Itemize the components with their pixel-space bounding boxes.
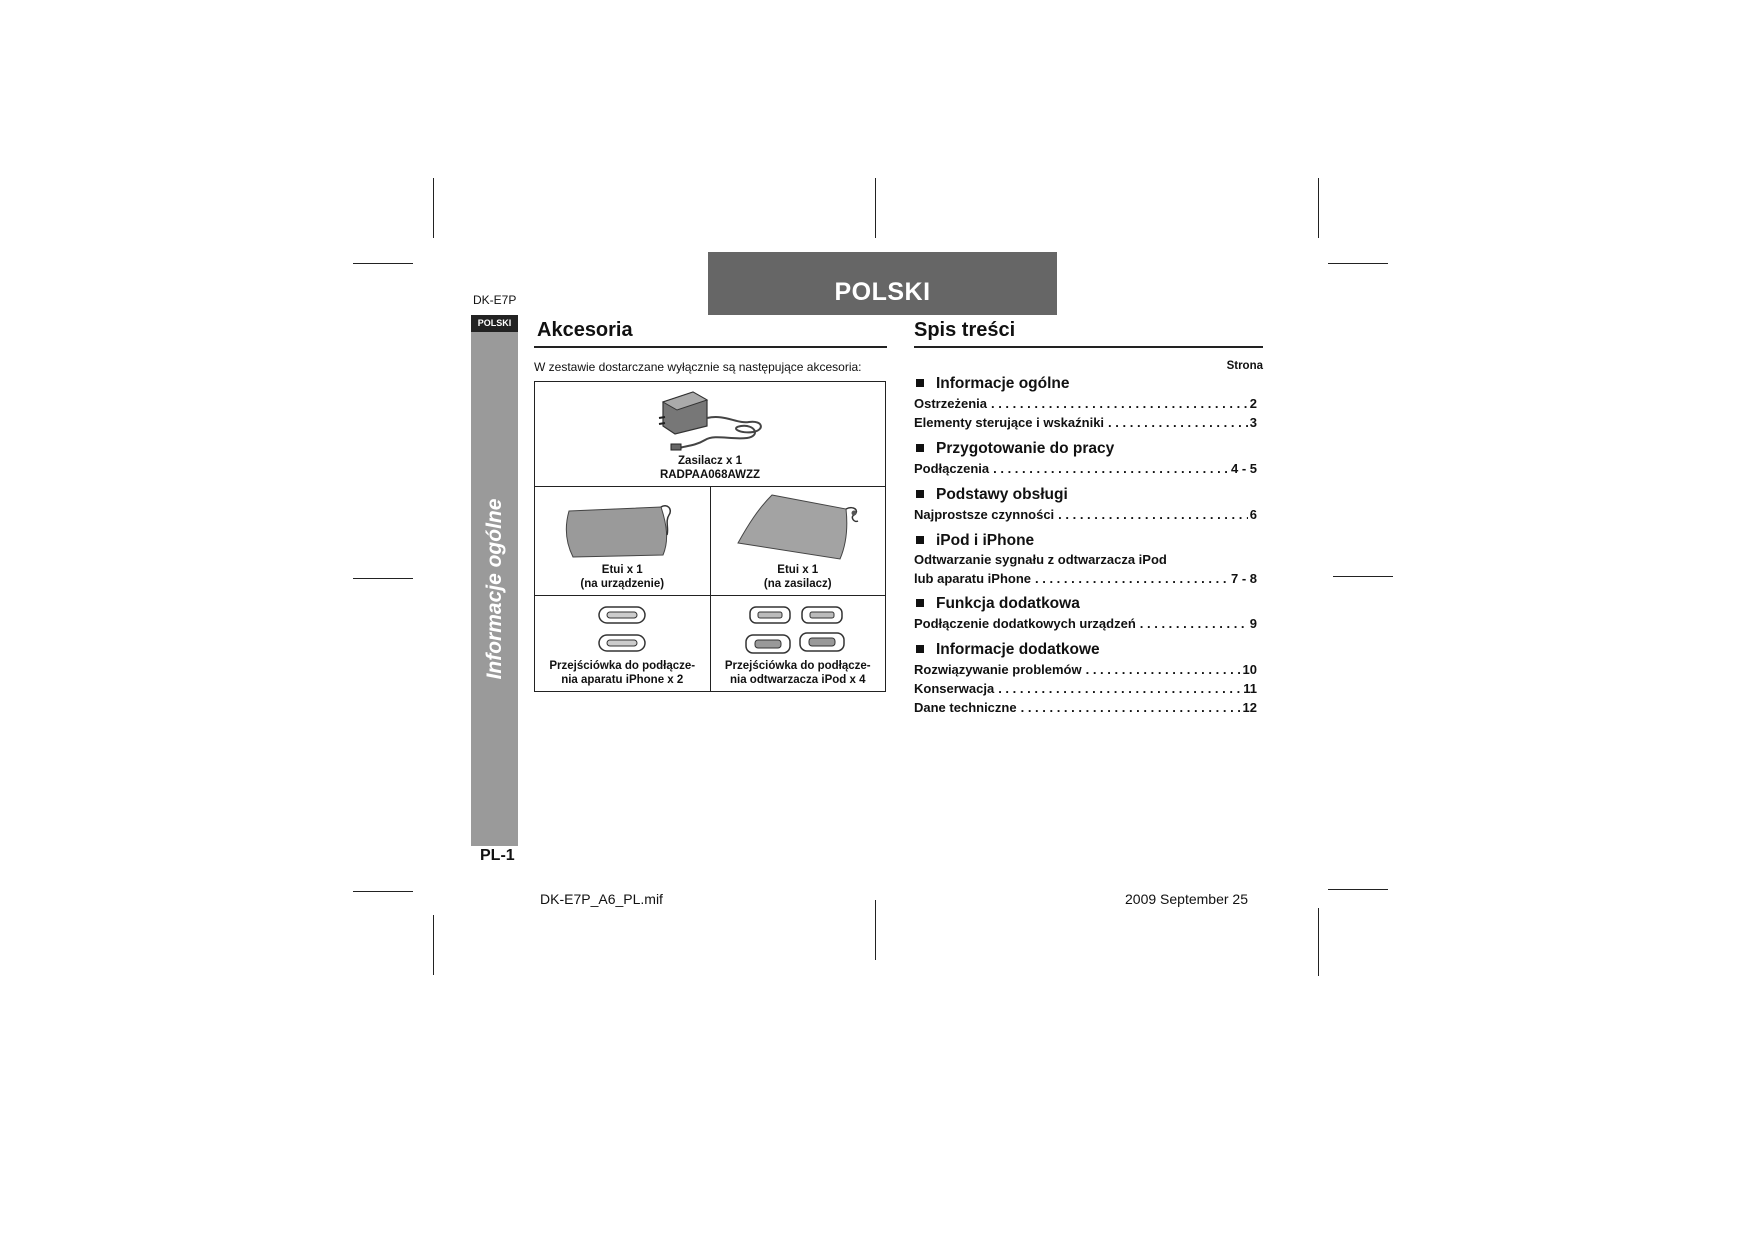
toc-entry: Ostrzeżenia . . . 2 <box>914 394 1263 413</box>
carrying-case-icon <box>557 495 687 563</box>
toc-section <box>914 531 1263 588</box>
toc-section-heading: Informacje dodatkowe <box>914 640 1263 660</box>
adapter-cell <box>535 382 886 487</box>
case-adapter-caption-1: Etui x 1 <box>777 564 819 576</box>
case-adapter-cell <box>710 487 886 596</box>
dock-adapter-icon <box>738 603 858 659</box>
ipod-adapter-caption-2: nia odtwarzacza iPod x 4 <box>730 674 866 686</box>
footer-filename: DK-E7P_A6_PL.mif <box>540 891 663 907</box>
case-unit-caption-2: (na urządzenie) <box>580 578 665 590</box>
iphone-adapter-cell <box>535 596 711 692</box>
crop-mark <box>1328 889 1388 890</box>
toc-entry: Elementy sterujące i wskaźniki . . . 3 <box>914 413 1263 432</box>
toc-section-heading: Informacje ogólne <box>914 374 1263 394</box>
square-bullet-icon <box>916 599 924 607</box>
toc-section <box>914 594 1263 633</box>
toc-entry: Najprostsze czynności . . . 6 <box>914 505 1263 524</box>
iphone-adapter-caption-1: Przejściówka do podłącze- <box>549 660 696 672</box>
ipod-adapter-cell <box>710 596 886 692</box>
toc-entry: Odtwarzanie sygnału z odtwarzacza iPod <box>914 552 1167 567</box>
toc-entry: Podłączenie dodatkowych urządzeń . . . 9 <box>914 614 1263 633</box>
crop-mark <box>875 178 876 238</box>
language-banner: POLSKI <box>708 252 1057 315</box>
crop-mark <box>353 263 413 264</box>
square-bullet-icon <box>916 536 924 544</box>
square-bullet-icon <box>916 379 924 387</box>
toc-entry: Podłączenia . . . 4 - 5 <box>914 459 1263 478</box>
page-column-label: Strona <box>1226 360 1263 372</box>
toc-entry: lub aparatu iPhone . . . 7 - 8 <box>914 569 1263 588</box>
accessories-table <box>534 381 886 692</box>
toc-entry: Dane techniczne . . . 12 <box>914 698 1263 717</box>
toc-section <box>914 439 1263 478</box>
crop-mark <box>1333 576 1393 577</box>
toc-section-heading: Podstawy obsługi <box>914 485 1263 505</box>
case-unit-cell <box>535 487 711 596</box>
iphone-adapter-caption-2: nia aparatu iPhone x 2 <box>561 674 684 686</box>
case-unit-caption-1: Etui x 1 <box>601 564 643 576</box>
language-tag: POLSKI <box>471 315 518 332</box>
page-number: PL-1 <box>480 847 515 864</box>
sidebar-title: Informacje ogólne <box>482 498 506 680</box>
toc-entry: Rozwiązywanie problemów . . . 10 <box>914 660 1263 679</box>
toc-section <box>914 485 1263 524</box>
toc-title: Spis treści <box>914 319 1016 341</box>
crop-mark <box>1318 908 1319 976</box>
square-bullet-icon <box>916 444 924 452</box>
toc-section <box>914 640 1263 717</box>
toc-section <box>914 374 1263 432</box>
crop-mark <box>353 578 413 579</box>
dock-adapter-icon <box>587 603 657 659</box>
crop-mark <box>875 900 876 960</box>
square-bullet-icon <box>916 490 924 498</box>
square-bullet-icon <box>916 645 924 653</box>
crop-mark <box>353 891 413 892</box>
crop-mark <box>433 178 434 238</box>
adapter-caption-2: RADPAA068AWZZ <box>659 469 761 481</box>
case-adapter-caption-2: (na zasilacz) <box>763 578 832 590</box>
section-sidebar <box>471 332 518 846</box>
accessories-rule <box>534 346 887 348</box>
toc-section-heading: iPod i iPhone <box>914 531 1263 551</box>
ac-adapter-icon <box>645 384 775 454</box>
crop-mark <box>1328 263 1388 264</box>
crop-mark <box>1318 178 1319 238</box>
model-label: DK-E7P <box>473 293 517 307</box>
toc-rule <box>914 346 1263 348</box>
toc-section-heading: Przygotowanie do pracy <box>914 439 1263 459</box>
crop-mark <box>433 915 434 975</box>
footer-date: 2009 September 25 <box>1125 891 1248 907</box>
ipod-adapter-caption-1: Przejściówka do podłącze- <box>724 660 871 672</box>
toc-section-heading: Funkcja dodatkowa <box>914 594 1263 614</box>
carrying-case-icon <box>728 487 868 563</box>
toc-entry: Konserwacja . . . 11 <box>914 679 1263 698</box>
accessories-intro: W zestawie dostarczane wyłącznie są następujące akcesoria: <box>534 360 862 374</box>
accessories-title: Akcesoria <box>537 319 633 341</box>
adapter-caption-1: Zasilacz x 1 <box>678 455 742 467</box>
